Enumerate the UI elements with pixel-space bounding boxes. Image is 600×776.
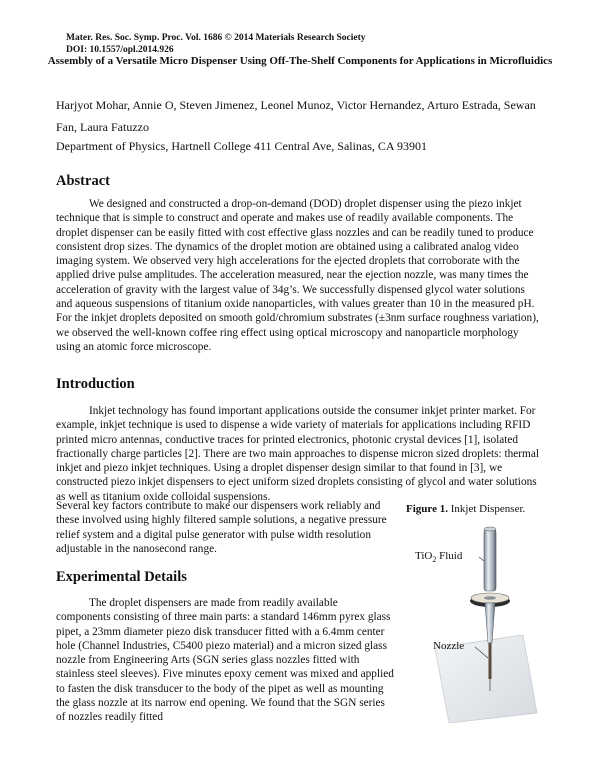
abstract-heading: Abstract: [56, 173, 110, 189]
figure-label: Figure 1.: [406, 503, 448, 515]
affiliation: Department of Physics, Hartnell College 411 Central Ave, Salinas, CA 93901: [56, 139, 427, 153]
doi-line: DOI: 10.1557/opl.2014.926: [66, 45, 174, 55]
citation-line: Mater. Res. Soc. Symp. Proc. Vol. 1686 © 2014 Materials Research Society: [66, 33, 366, 43]
figure-caption: [406, 503, 525, 515]
figure-caption-text: Inkjet Dispenser.: [450, 503, 526, 515]
experimental-text: The droplet dispensers are made from readily available components consisting of three main parts: a standard 146mm pyrex glass pipet, a 23mm diameter piezo disk transducer fitted with a 6.4mm center hole (Channel Industries, C5400 piezo material) and a micron sized glass nozzle from Engineering Arts (SGN series glass nozzles fitted with stainless steel sleeves). Five minutes epoxy cement was mixed and applied to fasten the disk transducer to the body of the pipet as well as mounting the glass nozzle at its narrow end opening. We found that the SGN series of nozzles readily fitted: [56, 597, 394, 724]
fluid-label: TiO$_2$ Fluid: [415, 550, 463, 565]
journal-header: [66, 32, 366, 56]
paper-title: Assembly of a Versatile Micro Dispenser Using Off-The-Shelf Components for Applications in Microfluidics: [47, 55, 553, 67]
introduction-text-continued: Several key factors contribute to make our dispensers work reliably and these involved using highly filtered sample solutions, a negative pressure relief system and a digital pulse generator with pulse width resolution adjustable in the nanosecond range.: [56, 500, 387, 555]
author-list: Harjyot Mohar, Annie O, Steven Jimenez, Leonel Munoz, Victor Hernandez, Arturo Estrada, Sewan Fan, Laura Fatuzzo: [56, 98, 536, 134]
inkjet-dispenser-figure: [405, 523, 545, 723]
introduction-heading: Introduction: [56, 376, 135, 392]
experimental-heading: Experimental Details: [56, 569, 187, 585]
abstract-text: We designed and constructed a drop-on-demand (DOD) droplet dispenser using the piezo inkjet technique that is simple to construct and operate and makes use of readily available components. The droplet dispenser can be easily fitted with cost effective glass nozzles and can be readily tuned to produce consistent drop sizes. The dynamics of the droplet motion are obtained using a calibrated analog video imaging system. We observed very high accelerations for the ejected droplets that corroborate with the applied drive pulse amplitudes. The acceleration measured, near the ejection nozzle, was many times the acceleration of gravity with the largest value of 34g’s. We successfully dispensed glycol water solutions and aqueous suspensions of titanium oxide nanoparticles, with values greater than 10 in the measured pH. For the inkjet droplets deposited on smooth gold/chromium substrates (±3nm surface roughness variation), we observed the well-known coffee ring effect using optical microscopy and nanoparticle morphology using an atomic force microscope.: [56, 198, 539, 353]
nozzle-label: Nozzle: [433, 640, 465, 652]
introduction-text: Inkjet technology has found important applications outside the consumer inkjet printer market. For example, inkjet technique is used to dispense a wide variety of materials for applications including RFID printed micro antennas, conductive traces for printed electronics, photonic crystal devices [1], isolated fractionally charge particles [2]. There are two main approaches to dispense micron sized droplets: thermal inkjet and piezo inkjet techniques. Using a droplet dispenser design similar to that found in [3], we constructed piezo inkjet dispensers to eject uniform sized droplets consisting of glycol and water solutions as well as titanium oxide colloidal suspensions.: [56, 405, 539, 503]
